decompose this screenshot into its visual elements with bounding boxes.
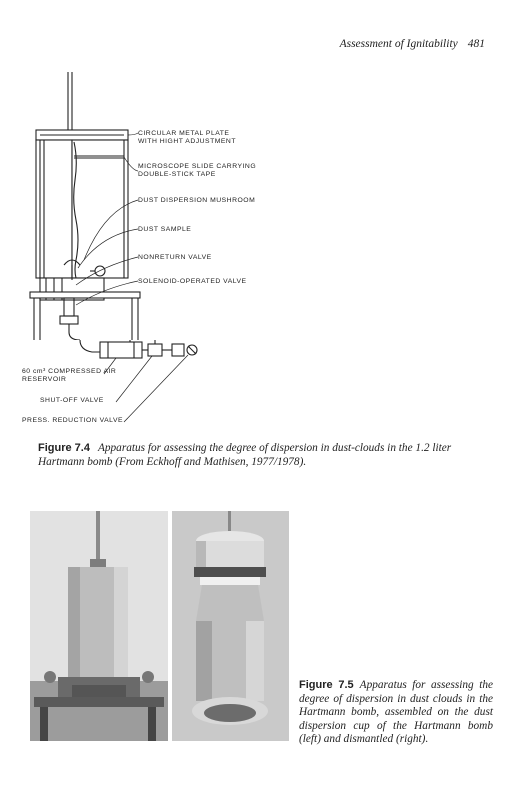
figure-7-4-text: Apparatus for assessing the degree of dispersion in dust-clouds in the 1.2 liter Hartmann bomb (From Eckhoff and Mathisen, 1977/1978). — [38, 442, 452, 468]
figure-7-5-label: Figure 7.5 — [299, 679, 354, 691]
label-reduction: PRESS. REDUCTION VALVE — [22, 417, 124, 424]
label-solenoid: SOLENOID-OPERATED VALVE — [138, 278, 247, 285]
photo-assembled-apparatus — [30, 511, 168, 741]
label-reservoir-2: RESERVOIR — [22, 376, 67, 383]
dismantled-apparatus-image — [172, 511, 289, 741]
figure-7-5-caption — [299, 679, 493, 747]
label-plate: CIRCULAR METAL PLATE — [138, 130, 230, 137]
label-mushroom: DUST DISPERSION MUSHROOM — [138, 197, 256, 204]
label-plate-2: WITH HIGHT ADJUSTMENT — [138, 138, 236, 145]
label-sample: DUST SAMPLE — [138, 226, 192, 233]
photo-dismantled-apparatus — [172, 511, 289, 741]
running-title: Assessment of Ignitability — [339, 38, 458, 50]
label-shutoff: SHUT-OFF VALVE — [40, 397, 104, 404]
label-slide-2: DOUBLE-STICK TAPE — [138, 171, 216, 178]
label-nonreturn: NONRETURN VALVE — [138, 254, 212, 261]
page-number: 481 — [467, 38, 485, 50]
figure-7-4-label: Figure 7.4 — [38, 442, 90, 454]
label-slide: MICROSCOPE SLIDE CARRYING — [138, 163, 257, 170]
label-reservoir: 60 cm³ COMPRESSED AIR — [22, 368, 117, 375]
running-header — [340, 38, 485, 50]
figure-7-5-text: Apparatus for assessing the degree of dispersion in dust clouds in the Hartmann bomb, assembled on the dust dispersion cup of the Hartmann bomb (left) and dismantled (right). — [299, 679, 493, 746]
figure-7-4-caption — [38, 442, 493, 469]
assembled-apparatus-image — [30, 511, 168, 741]
